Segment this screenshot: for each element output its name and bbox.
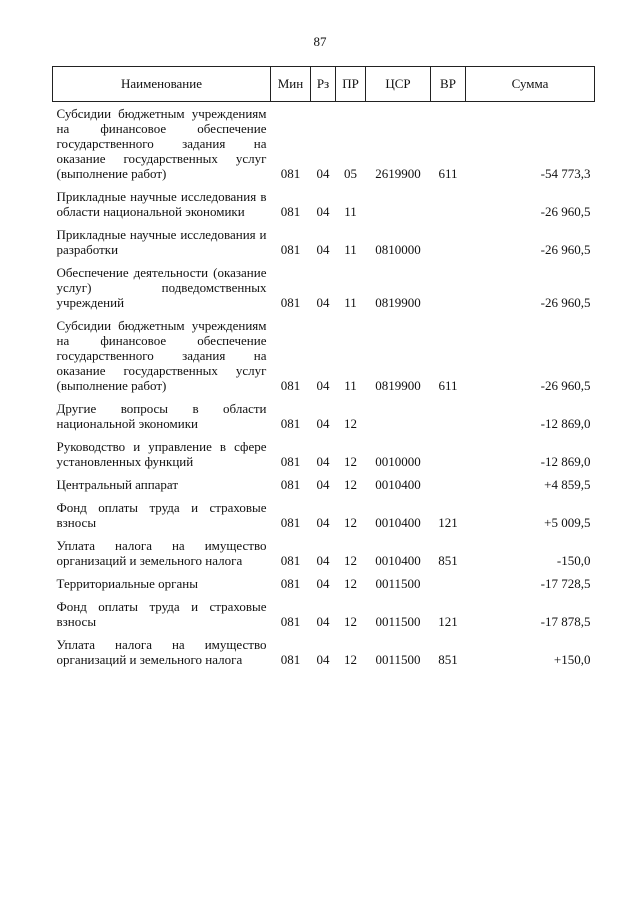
table-row [53, 591, 595, 629]
cell-rz: 04 [316, 166, 330, 181]
cell-sum: -17 878,5 [540, 614, 591, 629]
cell-vr [431, 469, 466, 492]
cell-vr: 851 [438, 553, 458, 568]
cell-name: Другие вопросы в области национальной экономики [56, 401, 267, 431]
table-row [53, 431, 595, 469]
cell-vr [431, 219, 466, 257]
cell-csr: 0810000 [375, 242, 421, 257]
table-row [53, 257, 595, 310]
cell-rz: 04 [316, 242, 330, 257]
cell-sum: +150,0 [553, 652, 591, 667]
cell-csr: 0010400 [375, 477, 421, 492]
cell-csr: 0011500 [375, 576, 421, 591]
cell-sum: -26 960,5 [540, 204, 591, 219]
cell-pr: 12 [344, 652, 357, 667]
cell-pr: 11 [344, 242, 357, 257]
cell-min: 081 [280, 515, 301, 530]
budget-table [52, 66, 595, 667]
cell-vr: 611 [438, 166, 458, 181]
cell-csr: 0011500 [375, 652, 421, 667]
cell-name: Уплата налога на имущество организаций и земельного налога [56, 637, 267, 667]
cell-rz: 04 [316, 576, 330, 591]
cell-rz: 04 [316, 553, 330, 568]
cell-sum: -150,0 [556, 553, 591, 568]
cell-vr: 611 [438, 378, 458, 393]
cell-name: Центральный аппарат [56, 477, 179, 492]
cell-pr: 12 [344, 553, 357, 568]
table-row [53, 181, 595, 219]
cell-min: 081 [280, 242, 301, 257]
cell-sum: +5 009,5 [544, 515, 591, 530]
cell-sum: -54 773,3 [540, 166, 591, 181]
cell-min: 081 [280, 378, 301, 393]
page-number: 87 [313, 34, 327, 49]
cell-pr: 12 [344, 576, 357, 591]
cell-min: 081 [280, 454, 301, 469]
cell-vr: 121 [438, 614, 458, 629]
cell-min: 081 [280, 652, 301, 667]
cell-min: 081 [280, 295, 301, 310]
cell-csr: 0819900 [375, 295, 421, 310]
cell-vr [431, 393, 466, 431]
header-rz: Рз [311, 67, 336, 102]
cell-min: 081 [280, 166, 301, 181]
cell-vr [431, 257, 466, 310]
cell-pr: 12 [344, 416, 357, 431]
cell-csr: 0011500 [375, 614, 421, 629]
cell-sum: -12 869,0 [540, 416, 591, 431]
cell-vr [431, 568, 466, 591]
table-row [53, 469, 595, 492]
cell-rz: 04 [316, 477, 330, 492]
cell-vr: 851 [438, 652, 458, 667]
cell-pr: 12 [344, 454, 357, 469]
header-csr: ЦСР [366, 67, 431, 102]
header-min: Мин [271, 67, 311, 102]
table-row [53, 629, 595, 667]
header-name: Наименование [53, 67, 271, 102]
table-row [53, 492, 595, 530]
cell-min: 081 [280, 416, 301, 431]
header-vr: ВР [431, 67, 466, 102]
cell-sum: -17 728,5 [540, 576, 591, 591]
cell-pr: 12 [344, 614, 357, 629]
cell-name: Прикладные научные исследования в области национальной экономики [56, 189, 267, 219]
table-row [53, 393, 595, 431]
header-sum: Сумма [466, 67, 595, 102]
table-row [53, 102, 595, 182]
cell-min: 081 [280, 576, 301, 591]
cell-pr: 11 [344, 204, 357, 219]
cell-rz: 04 [316, 652, 330, 667]
cell-pr: 12 [344, 515, 357, 530]
table-row [53, 530, 595, 568]
header-row [53, 67, 595, 102]
cell-rz: 04 [316, 416, 330, 431]
cell-name: Субсидии бюджетным учреждениям на финансовое обеспечение государственного задания на оказание государственных услуг (выполнение работ) [56, 318, 267, 393]
header-pr: ПР [336, 67, 366, 102]
cell-name: Фонд оплаты труда и страховые взносы [56, 599, 267, 629]
table-row [53, 219, 595, 257]
cell-min: 081 [280, 477, 301, 492]
cell-name: Обеспечение деятельности (оказание услуг) подведомственных учреждений [56, 265, 267, 310]
cell-rz: 04 [316, 454, 330, 469]
cell-csr [366, 393, 431, 431]
cell-rz: 04 [316, 378, 330, 393]
cell-csr: 0819900 [375, 378, 421, 393]
cell-vr: 121 [438, 515, 458, 530]
cell-pr: 11 [344, 295, 357, 310]
cell-rz: 04 [316, 295, 330, 310]
cell-sum: -26 960,5 [540, 242, 591, 257]
cell-csr: 0010400 [375, 515, 421, 530]
cell-name: Территориальные органы [56, 576, 198, 591]
cell-rz: 04 [316, 614, 330, 629]
cell-min: 081 [280, 614, 301, 629]
cell-sum: -26 960,5 [540, 378, 591, 393]
cell-sum: -12 869,0 [540, 454, 591, 469]
cell-csr: 0010400 [375, 553, 421, 568]
cell-min: 081 [280, 553, 301, 568]
cell-name: Субсидии бюджетным учреждениям на финансовое обеспечение государственного задания на оказание государственных услуг (выполнение работ) [56, 106, 267, 181]
cell-sum: +4 859,5 [544, 477, 591, 492]
cell-name: Прикладные научные исследования и разработки [56, 227, 267, 257]
cell-csr: 0010000 [375, 454, 421, 469]
cell-rz: 04 [316, 515, 330, 530]
cell-csr [366, 181, 431, 219]
cell-vr [431, 431, 466, 469]
table-row [53, 568, 595, 591]
cell-pr: 05 [344, 166, 357, 181]
cell-name: Уплата налога на имущество организаций и земельного налога [56, 538, 267, 568]
cell-csr: 2619900 [375, 166, 421, 181]
cell-rz: 04 [316, 204, 330, 219]
cell-min: 081 [280, 204, 301, 219]
cell-pr: 12 [344, 477, 357, 492]
cell-pr: 11 [344, 378, 357, 393]
table-row [53, 310, 595, 393]
cell-name: Руководство и управление в сфере установленных функций [56, 439, 267, 469]
cell-name: Фонд оплаты труда и страховые взносы [56, 500, 267, 530]
cell-vr [431, 181, 466, 219]
table-header [53, 67, 595, 102]
cell-sum: -26 960,5 [540, 295, 591, 310]
table-body [53, 102, 595, 668]
